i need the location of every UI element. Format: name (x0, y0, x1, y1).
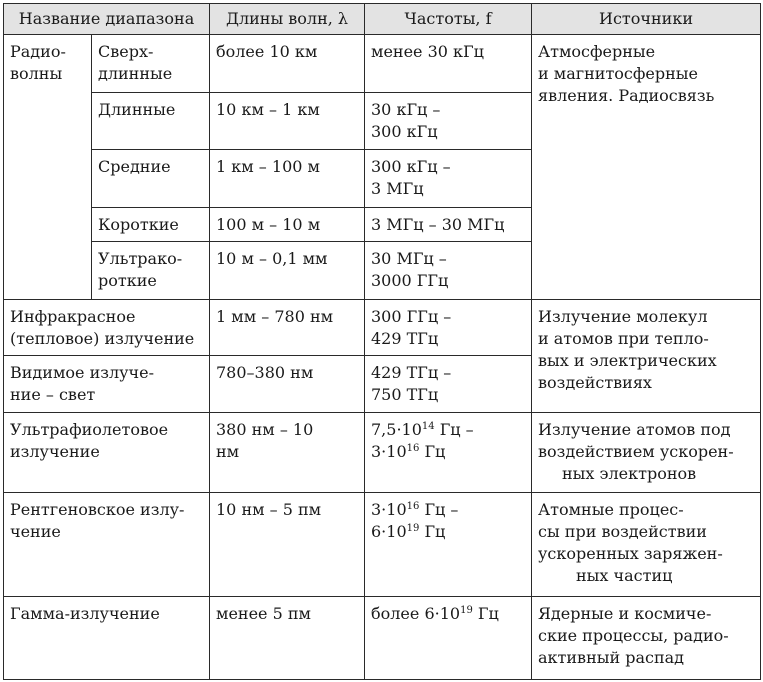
frequency-cell: 3 МГц – 30 МГц (365, 207, 532, 241)
wavelength-cell: 10 нм – 5 пм (210, 492, 365, 596)
table-row (4, 492, 761, 596)
sources-cell: Ядерные и космиче- ские процессы, радио- активный распад (532, 597, 761, 680)
frequency-cell: 30 МГц – 3000 ГГц (365, 242, 532, 300)
subband-name: Длинные (92, 92, 210, 150)
subband-name: Короткие (92, 207, 210, 241)
band-name: Рентгеновское излу- чение (4, 492, 210, 596)
wavelength-cell: 380 нм – 10 нм (210, 413, 365, 493)
wavelength-cell: 10 км – 1 км (210, 92, 365, 150)
sources-cell: Атмосферные и магнитосферные явления. Радиосвязь (532, 35, 761, 300)
band-name: Ультрафиолетовое излучение (4, 413, 210, 493)
wavelength-cell: 780–380 нм (210, 356, 365, 413)
spectrum-table (3, 3, 761, 680)
frequency-cell: $3\cdot 10^{16}$ Гц – $6\cdot 10^{19}$ Гц (365, 492, 532, 596)
sources-cell: Излучение атомов под воздействием ускорен- ных электронов (532, 413, 761, 493)
header-name: Название диапазона (4, 4, 210, 35)
wavelength-cell: 1 км – 100 м (210, 150, 365, 208)
subband-name: Ультрако- роткие (92, 242, 210, 300)
wavelength-cell: более 10 км (210, 35, 365, 93)
wavelength-cell: 10 м – 0,1 мм (210, 242, 365, 300)
radio-group-cell: Радио- волны (4, 35, 92, 300)
wavelength-cell: 100 м – 10 м (210, 207, 365, 241)
frequency-cell: 429 ТГц – 750 ТГц (365, 356, 532, 413)
table-row (4, 299, 761, 356)
table-row (4, 597, 761, 680)
table-row (4, 413, 761, 493)
frequency-cell: 30 кГц – 300 кГц (365, 92, 532, 150)
subband-name: Средние (92, 150, 210, 208)
frequency-cell: 300 кГц – 3 МГц (365, 150, 532, 208)
sources-cell: Излучение молекул и атомов при тепло- вых и электрических воздействиях (532, 299, 761, 412)
table-row (4, 35, 761, 93)
band-name: Видимое излуче- ние – свет (4, 356, 210, 413)
sources-cell: Атомные процес- сы при воздействии ускоренных заряжен- ных частиц (532, 492, 761, 596)
subband-name: Сверх- длинные (92, 35, 210, 93)
frequency-cell: более $6\cdot 10^{19}$ Гц (365, 597, 532, 680)
band-name: Инфракрасное (тепловое) излучение (4, 299, 210, 356)
header-wavelength: Длины волн, λ (210, 4, 365, 35)
header-sources: Источники (532, 4, 761, 35)
wavelength-cell: менее 5 пм (210, 597, 365, 680)
header-row (4, 4, 761, 35)
frequency-cell: менее 30 кГц (365, 35, 532, 93)
band-name: Гамма-излучение (4, 597, 210, 680)
header-frequency: Частоты, f (365, 4, 532, 35)
wavelength-cell: 1 мм – 780 нм (210, 299, 365, 356)
frequency-cell: 300 ГГц – 429 ТГц (365, 299, 532, 356)
frequency-cell: $7,5\cdot 10^{14}$ Гц – $3\cdot 10^{16}$ Гц (365, 413, 532, 493)
